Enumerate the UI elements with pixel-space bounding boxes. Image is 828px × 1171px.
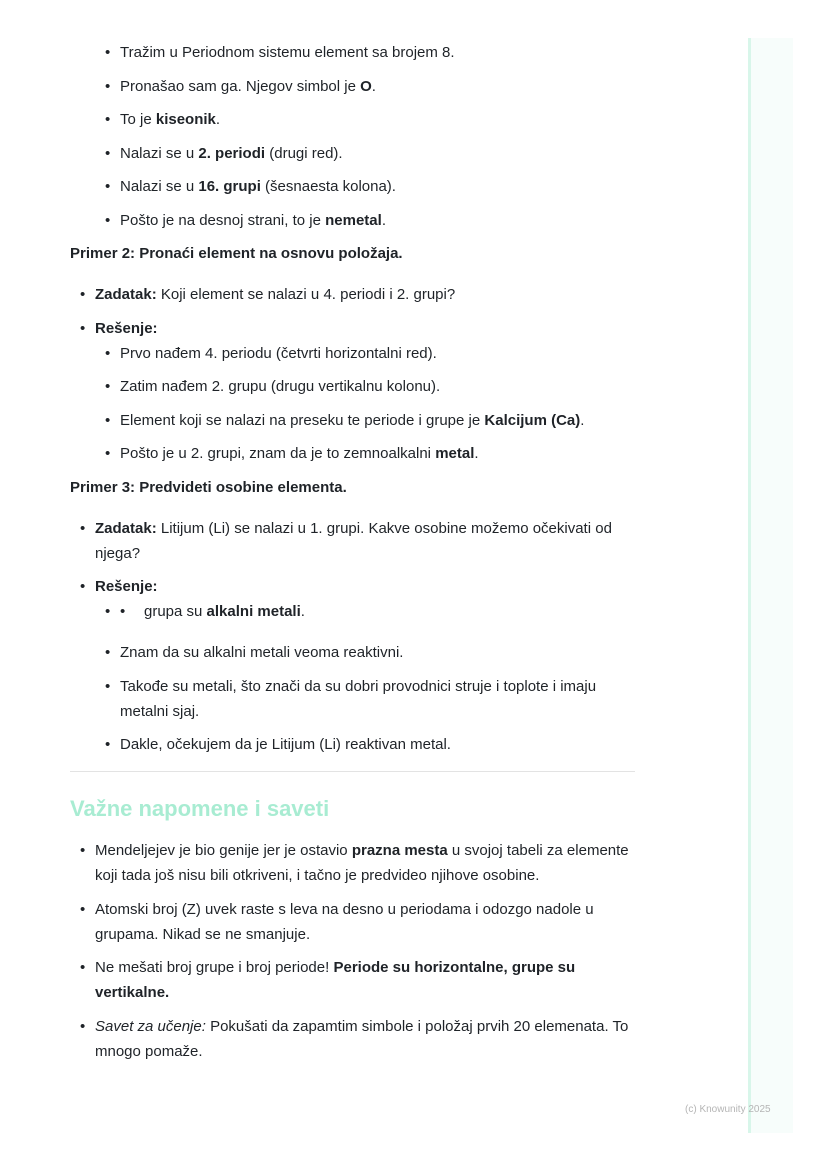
text: Prvo nađem 4. periodu (četvrti horizontalni red). (120, 344, 437, 362)
list-item (95, 1014, 635, 1064)
example-2-heading: Primer 2: Pronaći element na osnovu položaja. (70, 245, 403, 262)
page-sidebar-strip (748, 38, 793, 1133)
text: u svojoj tabeli za elemente koji tada još nisu bili otkriveni, i tačno je predvideo njihove osobine. (95, 842, 629, 884)
list-item (95, 897, 635, 947)
list-item (120, 674, 635, 724)
text: grupa su (144, 603, 207, 620)
text: . (381, 211, 386, 229)
text: . (300, 603, 305, 620)
example-3-list (70, 516, 635, 758)
list-item (120, 107, 635, 132)
bold-text: Zadatak: (95, 286, 157, 303)
example-2-task (95, 282, 635, 307)
example-3-heading: Primer 3: Predvideti osobine elementa. (70, 478, 347, 496)
example-2-steps (95, 341, 635, 467)
list-item (120, 640, 635, 665)
solution-label: Rešenje: (95, 578, 158, 595)
list-item (120, 599, 635, 624)
text: Tražim u Periodnom sistemu element sa brojem 8. (120, 44, 455, 61)
bold-text: 16. grupi (198, 178, 261, 195)
text: Nalazi se u (120, 178, 199, 195)
example-3-task (95, 516, 635, 566)
bold-text: Periode su horizontalne, grupe su vertikalne. (95, 959, 576, 1001)
text: (šesnaesta kolona). (260, 178, 396, 195)
list-item (120, 208, 635, 233)
section-divider (70, 771, 635, 772)
list-item (120, 74, 635, 99)
bold-text: alkalni metali (206, 603, 301, 620)
bold-text: Kalcijum (Ca) (484, 411, 581, 429)
list-item (120, 441, 635, 466)
text: . (371, 77, 376, 95)
list-item (95, 955, 635, 1005)
copyright-footer: (c) Knowunity 2025 (685, 1104, 771, 1115)
text: . (215, 111, 221, 128)
italic-text: Savet za učenje: (95, 1017, 206, 1035)
tips-list (70, 838, 635, 1064)
text: Takođe su metali, što znači da su dobri provodnici struje i toplote i imaju metalni sjaj. (120, 677, 597, 720)
text: Mendeljejev je bio genije jer je ostavio (95, 842, 352, 859)
list-item (95, 838, 635, 888)
bold-text: Zadatak: (95, 519, 157, 537)
list-item (120, 141, 635, 166)
list-item (120, 374, 635, 399)
text: Litijum (Li) se nalazi u 1. grupi. Kakve osobine možemo očekivati od njega? (95, 519, 612, 562)
intro-list (70, 40, 635, 233)
text: Pronašao sam ga. Njegov simbol je (120, 77, 361, 95)
text: Element koji se nalazi na preseku te periode i grupe je (120, 411, 485, 429)
text: Nalazi se u (120, 144, 199, 162)
bold-text: 2. periodi (198, 144, 266, 162)
step-text (144, 603, 305, 620)
text: Pokušati da zapamtim simbole i položaj prvih 20 elemenata. To mnogo pomaže. (95, 1017, 629, 1060)
list-item (120, 174, 635, 199)
text: Znam da su alkalni metali veoma reaktivni. (120, 644, 404, 661)
text: Pošto je u 2. grupi, znam da je to zemnoalkalni (120, 445, 436, 462)
list-item (120, 408, 635, 433)
document-content (70, 40, 635, 1072)
example-2-list (70, 282, 635, 466)
example-3-more-steps (95, 640, 635, 757)
text: Dakle, očekujem da je Litijum (Li) reaktivan metal. (120, 736, 451, 753)
bold-text: O (360, 77, 372, 95)
bold-text: prazna mesta (351, 842, 448, 859)
example-2-solution (95, 316, 635, 467)
text: To je (120, 111, 156, 128)
example-3-steps (95, 599, 635, 624)
list-item (120, 732, 635, 757)
text: . (580, 411, 585, 429)
bold-text: nemetal (325, 211, 382, 229)
text: Zatim nađem 2. grupu (drugu vertikalnu kolonu). (120, 378, 441, 395)
example-3-solution (95, 574, 635, 757)
text: Koji element se nalazi u 4. periodi i 2. grupi? (156, 286, 456, 303)
bold-text: kiseonik (155, 111, 216, 128)
text: Ne mešati broj grupe i broj periode! (95, 959, 334, 976)
list-item (120, 341, 635, 366)
bold-text: metal (435, 445, 475, 462)
bullet-icon: • (120, 603, 126, 620)
tips-heading: Važne napomene i saveti (70, 796, 330, 821)
text: Pošto je na desnoj strani, to je (120, 211, 326, 229)
list-item (120, 40, 635, 65)
text: Atomski broj (Z) uvek raste s leva na desno u periodama i odozgo nadole u grupama. Nikad se ne smanjuje. (95, 900, 594, 943)
text: . (474, 445, 479, 462)
text: (drugi red). (265, 144, 343, 162)
solution-label: Rešenje: (95, 319, 158, 337)
